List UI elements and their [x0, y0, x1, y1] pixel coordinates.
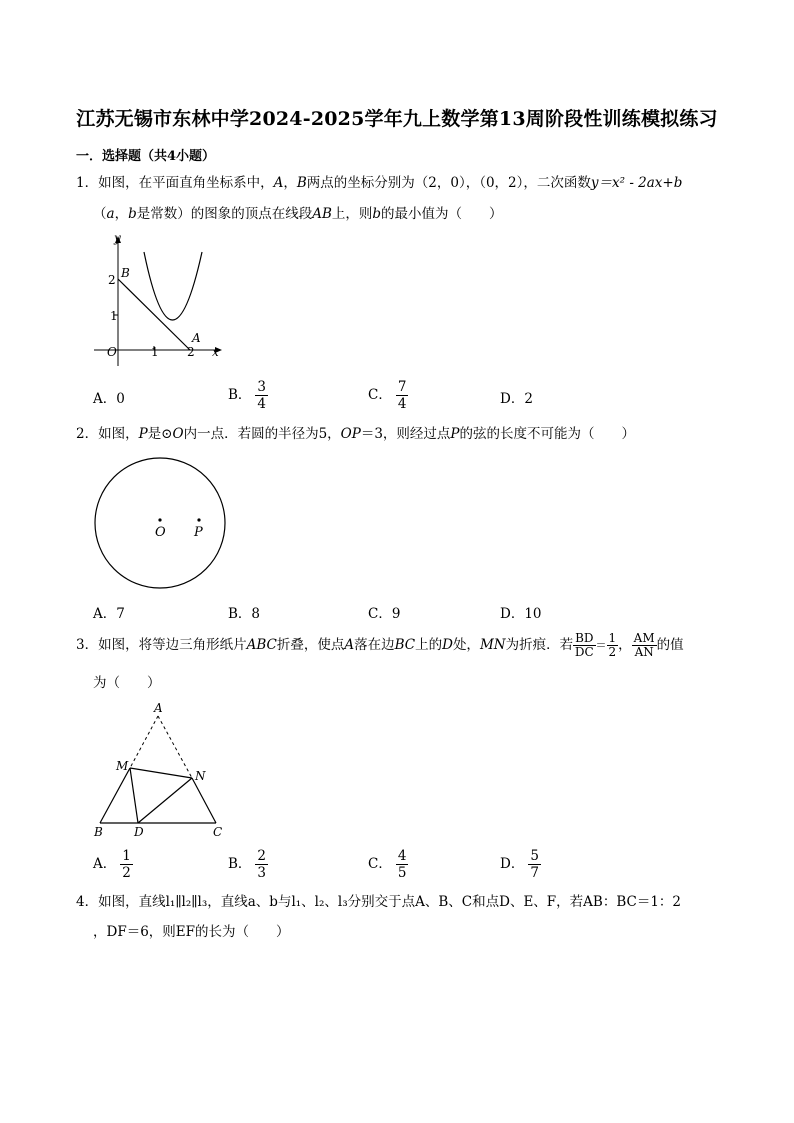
option-value: 0 — [116, 391, 125, 407]
option-letter: D． — [500, 391, 525, 407]
option-letter: C． — [368, 856, 392, 872]
q2-line1 — [76, 426, 635, 442]
option-fraction — [396, 848, 409, 881]
q1-number: 1． — [76, 175, 99, 191]
q3-fraction-bd-dc — [573, 632, 595, 659]
q2-text-b: 是⊙ — [147, 426, 173, 442]
q1-var-b: b — [128, 206, 137, 222]
fraction-numerator: 5 — [530, 848, 539, 864]
q1-line1 — [76, 175, 682, 191]
q3-separator: ， — [618, 637, 632, 653]
y-tick-label-1: 1 — [110, 309, 118, 323]
q3-option-a[interactable] — [93, 848, 133, 881]
q1-option-a[interactable] — [93, 387, 125, 407]
q3-fraction-am-an — [632, 632, 657, 659]
q2-option-d[interactable] — [500, 602, 542, 622]
q2-number: 2． — [76, 426, 99, 442]
y-tick-label-2: 2 — [108, 273, 116, 287]
q3-triangle-abc: ABC — [246, 637, 277, 653]
fraction-denominator: 7 — [530, 865, 539, 881]
circle-o — [95, 458, 225, 588]
side-mb — [100, 768, 130, 823]
q2-text-c: 内一点．若圆的半径为5， — [183, 426, 341, 442]
fold-mn — [130, 768, 192, 778]
option-fraction — [396, 379, 409, 412]
fraction-denominator: DC — [574, 645, 594, 659]
option-letter: B． — [228, 856, 252, 872]
point-a-label: A — [154, 701, 163, 715]
q2-option-c[interactable] — [368, 602, 400, 622]
q2-point-p: P — [138, 426, 148, 442]
segment-md — [130, 768, 138, 823]
fraction-denominator: 5 — [397, 865, 407, 881]
point-b-label: B — [121, 266, 130, 280]
q1-point-b: B — [296, 175, 307, 191]
q1-option-b[interactable] — [228, 379, 268, 412]
option-letter: D． — [500, 606, 525, 622]
center-o-dot — [158, 518, 161, 521]
q2-text-d: ＝3，则经过点 — [360, 426, 451, 442]
q3-line2: 为（ ） — [93, 675, 161, 691]
point-c-label: C — [213, 825, 223, 839]
fraction-numerator: 7 — [397, 379, 407, 395]
q1-segment-ab: AB — [312, 206, 332, 222]
q3-equals: ＝ — [595, 639, 607, 652]
segment-nd — [138, 778, 192, 823]
q3-fraction-half — [607, 632, 619, 659]
option-fraction — [528, 848, 541, 881]
point-n-label: N — [195, 769, 206, 783]
x-tick-label-2: 2 — [187, 345, 195, 359]
fraction-numerator: BD — [575, 631, 594, 645]
fraction-numerator: 1 — [122, 848, 131, 864]
fraction-denominator: 4 — [397, 396, 407, 412]
q1-text-d: 上，则 — [331, 206, 373, 222]
q1-var-a: a — [106, 206, 115, 222]
q4-line1 — [76, 894, 681, 910]
option-value: 7 — [116, 606, 125, 622]
fraction-numerator: AM — [633, 631, 655, 645]
q2-option-b[interactable] — [228, 602, 260, 622]
option-fraction — [255, 848, 268, 881]
x-tick-label-1: 1 — [151, 345, 159, 359]
q1-option-d[interactable] — [500, 387, 533, 407]
q3-number: 3． — [76, 637, 99, 653]
q3-option-c[interactable] — [368, 848, 408, 881]
q3-text-b: 折叠，使点 — [276, 637, 345, 653]
point-b-label: B — [94, 825, 103, 839]
q1-option-c[interactable] — [368, 379, 408, 412]
q3-line1 — [76, 630, 684, 661]
point-a-label: A — [192, 331, 201, 345]
point-p-dot — [197, 518, 200, 521]
q2-text-e: 的弦的长度不可能为（ ） — [459, 426, 636, 442]
q3-option-d[interactable] — [500, 848, 541, 881]
fraction-numerator: 2 — [257, 848, 267, 864]
q2-point-o: O — [172, 426, 184, 442]
dashed-an — [158, 716, 192, 778]
q1-text-c: 是常数）的图象的顶点在线段 — [136, 206, 313, 222]
option-value: 10 — [524, 606, 542, 622]
q1-comma: ， — [283, 175, 297, 191]
q1-line2 — [93, 206, 503, 222]
q4-number: 4． — [76, 894, 99, 910]
option-value: 2 — [524, 391, 533, 407]
segment-ab — [118, 279, 190, 350]
option-fraction — [255, 379, 268, 412]
q3-segment-mn: MN — [479, 637, 506, 653]
option-letter: B． — [228, 606, 252, 622]
side-nc — [192, 778, 216, 823]
section-heading: 一．选择题（共4小题） — [76, 149, 216, 164]
y-label: y — [114, 231, 121, 245]
q1-text-b: 两点的坐标分别为（2，0），（0，2），二次函数 — [306, 175, 591, 191]
fraction-denominator: 3 — [257, 865, 267, 881]
option-letter: C． — [368, 387, 392, 403]
option-letter: A． — [93, 856, 117, 872]
option-letter: B． — [228, 387, 252, 403]
q4-text: 如图，直线l₁∥l₂∥l₃，直线a、b与l₁、l₂、l₃分别交于点A、B、C和点D、E、F，若AB：BC＝1：2 — [98, 894, 682, 910]
fraction-numerator: 3 — [257, 379, 267, 395]
fraction-denominator: 2 — [122, 865, 131, 881]
point-p-label: P — [194, 525, 203, 540]
q4-line2: ，DF＝6，则EF的长为（ ） — [93, 924, 290, 940]
parabola — [144, 252, 202, 320]
q1-function: y＝x² - 2ax+b — [590, 175, 683, 191]
option-value: 9 — [391, 606, 401, 622]
fraction-denominator: 4 — [257, 396, 267, 412]
option-letter: D． — [500, 856, 525, 872]
q3-text-g: 的值 — [656, 637, 684, 653]
page-title: 江苏无锡市东林中学2024-2025学年九上数学第13周阶段性训练模拟练习 — [76, 108, 718, 130]
q1-var-b2: b — [372, 206, 382, 222]
fraction-numerator: 4 — [397, 848, 407, 864]
q3-text-c: 落在边 — [354, 637, 395, 653]
q1-paren: （ — [93, 206, 107, 222]
q3-figure — [88, 698, 238, 840]
q1-text: 如图，在平面直角坐标系中， — [98, 175, 274, 191]
option-letter: A． — [93, 606, 117, 622]
dashed-am — [130, 716, 158, 768]
x-label: x — [212, 345, 219, 359]
q3-text-f: 为折痕．若 — [505, 637, 574, 653]
fraction-denominator: AN — [634, 645, 654, 659]
q1-point-a: A — [273, 175, 284, 191]
q3-text-e: 处， — [452, 637, 480, 653]
q2-option-a[interactable] — [93, 602, 125, 622]
origin-label: O — [107, 345, 117, 359]
option-fraction — [120, 848, 133, 881]
q1-comma2: ， — [114, 206, 129, 222]
q2-figure — [90, 455, 235, 595]
q3-text-d: 上的 — [415, 637, 443, 653]
point-m-label: M — [116, 759, 129, 773]
q3-point-d: D — [442, 637, 453, 653]
q1-text-e: 的最小值为（ ） — [381, 206, 503, 222]
q2-text-a: 如图， — [98, 426, 139, 442]
fraction-numerator: 1 — [608, 631, 617, 645]
option-value: 8 — [251, 606, 261, 622]
fraction-denominator: 2 — [608, 645, 617, 659]
q2-segment-op: OP — [340, 426, 361, 442]
q3-segment-bc: BC — [394, 637, 416, 653]
q1-figure — [88, 228, 228, 374]
q3-option-b[interactable] — [228, 848, 268, 881]
q3-point-a: A — [344, 637, 355, 653]
point-d-label: D — [134, 825, 144, 839]
center-o-label: O — [155, 525, 166, 540]
q3-text-a: 如图，将等边三角形纸片 — [98, 637, 247, 653]
option-letter: C． — [368, 606, 392, 622]
q2-point-p2: P — [450, 426, 460, 442]
option-letter: A． — [93, 391, 117, 407]
